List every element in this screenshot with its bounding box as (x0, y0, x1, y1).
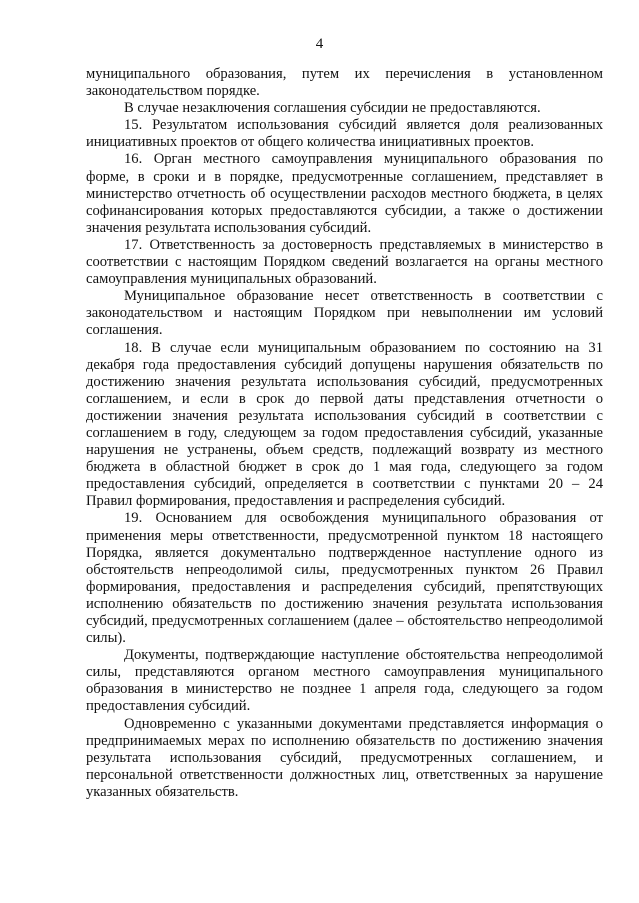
paragraph-continuation: муниципального образования, путем их перечисления в установленном законодательством порядке. (86, 66, 603, 100)
document-body (86, 66, 603, 801)
paragraph-force-majeure-documents: Документы, подтверждающие наступление обстоятельства непреодолимой силы, представляются органом местного самоуправления муниципального образования в министерство не позднее 1 апреля года, следующего за годом предоставления субсидий. (86, 647, 603, 715)
paragraph-item-15: 15. Результатом использования субсидий является доля реализованных инициативных проектов от общего количества инициативных проектов. (86, 117, 603, 151)
paragraph-item-18: 18. В случае если муниципальным образованием по состоянию на 31 декабря года предоставления субсидий допущены нарушения обязательств по достижению значения результата использования субсидий, предусмотренных соглашением, и если в срок до первой даты представления отчетности о достижении значения результата использования субсидий в соответствии с соглашением в году, следующем за годом предоставления субсидий, указанные нарушения не устранены, объем средств, подлежащий возврату из местного бюджета в областной бюджет в срок до 1 мая года, следующего за годом предоставления субсидий, определяется в соответствии с пунктами 20 – 24 Правил формирования, предоставления и распределения субсидий. (86, 339, 603, 510)
paragraph-additional-information: Одновременно с указанными документами представляется информация о предпринимаемых мерах по исполнению обязательств по достижению значения результата использования субсидий, предусмотренных соглашением, и персональной ответственности должностных лиц, ответственных за нарушение указанных обязательств. (86, 715, 603, 800)
paragraph-no-agreement: В случае незаключения соглашения субсидии не предоставляются. (124, 100, 541, 117)
paragraph-item-19: 19. Основанием для освобождения муниципального образования от применения меры ответственности, предусмотренной пунктом 18 настоящего Порядка, является документально подтвержденное наступление одного из обстоятельств непреодолимой силы, предусмотренных пунктом 26 Правил формирования, предоставления и распределения субсидий, препятствующих исполнению обязательств по достижению значения результата использования субсидий, предусмотренных соглашением (далее – обстоятельство непреодолимой силы). (86, 510, 603, 647)
page-number: 4 (315, 36, 324, 52)
paragraph-item-17: 17. Ответственность за достоверность представляемых в министерство в соответствии с настоящим Порядком сведений возлагается на органы местного самоуправления муниципальных образований. (86, 236, 603, 288)
paragraph-municipal-responsibility: Муниципальное образование несет ответственность в соответствии с законодательством и настоящим Порядком при невыполнении им условий соглашения. (86, 288, 603, 339)
paragraph-item-16: 16. Орган местного самоуправления муниципального образования по форме, в сроки и в порядке, предусмотренные соглашением, представляет в министерство отчетность об осуществлении расходов местного бюджета, в целях софинансирования которых предоставляются субсидии, а также о достижении значения результата использования субсидий. (86, 151, 603, 236)
